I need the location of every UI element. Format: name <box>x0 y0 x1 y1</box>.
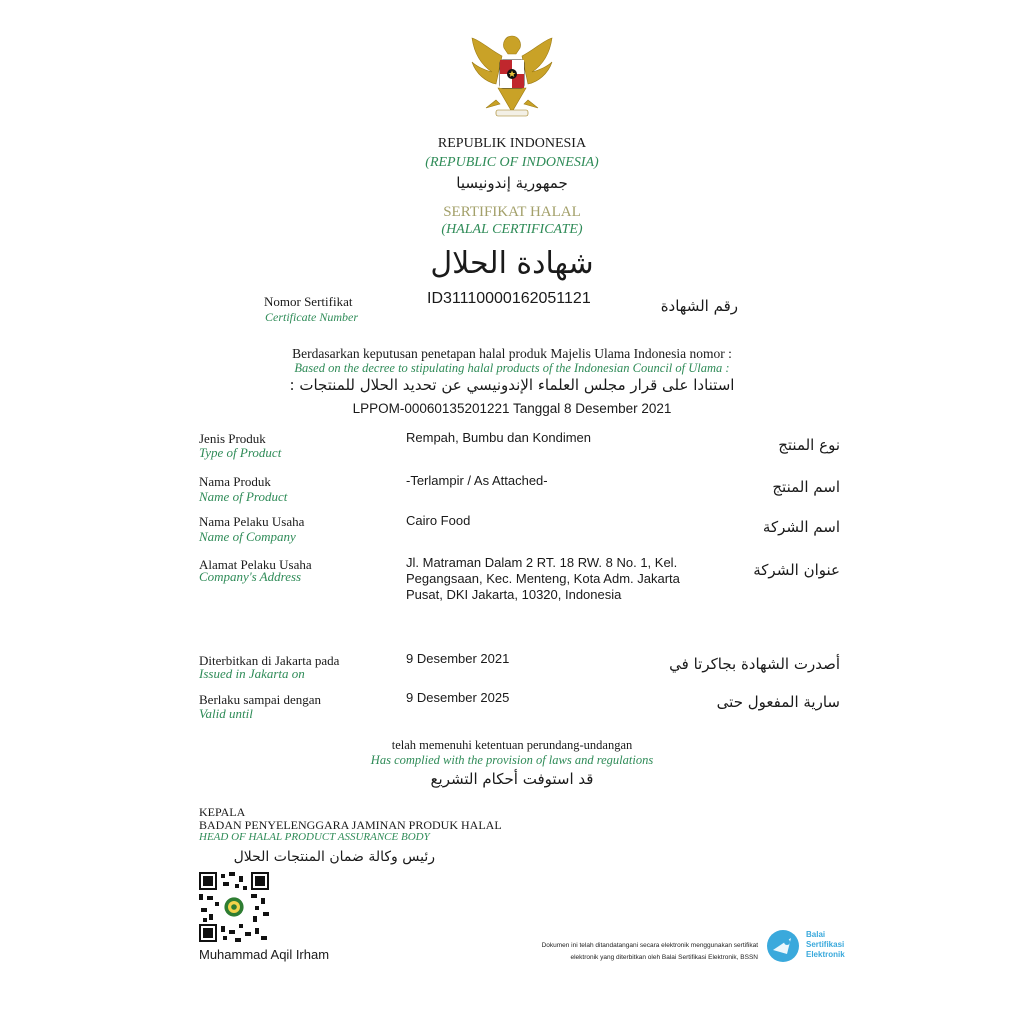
field-label-product-ar: اسم المنتج <box>772 478 840 496</box>
certificate-title-en: (HALAL CERTIFICATE) <box>441 222 583 237</box>
field-label-valid: Berlaku sampai dengan <box>199 692 322 707</box>
basis-text-ar: استنادا على قرار مجلس العلماء الإندونيسي عن تحديد الحلال للمنتجات : <box>289 376 735 394</box>
field-value-company: Cairo Food <box>406 513 471 528</box>
field-value-type: Rempah, Bumbu dan Kondimen <box>406 430 592 445</box>
cert-number-label: Nomor Sertifikat <box>264 294 353 309</box>
compliance-text-en: Has complied with the provision of laws and regulations <box>370 753 654 767</box>
field-value-valid: 9 Desember 2025 <box>406 690 510 705</box>
republic-title-ar: جمهورية إندونيسيا <box>456 174 568 192</box>
basis-text-en: Based on the decree to stipulating halal products of the Indonesian Council of Ulama : <box>294 361 730 375</box>
garuda-emblem <box>466 30 558 122</box>
certificate-title: SERTIFIKAT HALAL <box>443 204 581 220</box>
field-label-valid-en: Valid until <box>199 706 253 721</box>
signatory-name: Muhammad Aqil Irham <box>199 947 330 962</box>
signatory-agency: BADAN PENYELENGGARA JAMINAN PRODUK HALAL <box>199 818 502 832</box>
field-value-issued: 9 Desember 2021 <box>406 651 510 666</box>
field-label-issued-ar: أصدرت الشهادة بجاكرتا في <box>669 655 840 673</box>
field-label-address-en: Company's Address <box>199 569 302 584</box>
bsre-label-1: Balai <box>806 930 826 939</box>
qr-code-icon[interactable] <box>199 872 269 942</box>
field-label-address: Alamat Pelaku Usaha <box>199 557 312 572</box>
certificate-title-ar: شهادة الحلال <box>430 246 594 281</box>
field-label-issued: Diterbitkan di Jakarta pada <box>199 653 340 668</box>
field-label-company-ar: اسم الشركة <box>762 518 840 536</box>
basis-text: Berdasarkan keputusan penetapan halal produk Majelis Ulama Indonesia nomor : <box>292 346 732 361</box>
esign-note-line2: elektronik yang diterbitkan oleh Balai Sertifikasi Elektronik, BSSN <box>570 954 758 961</box>
field-label-address-ar: عنوان الشركة <box>753 561 840 579</box>
field-label-company-en: Name of Company <box>199 529 296 544</box>
republic-title: REPUBLIK INDONESIA <box>437 136 587 151</box>
field-label-issued-en: Issued in Jakarta on <box>199 666 305 681</box>
cert-number-value: ID31110000162051121 <box>427 290 591 307</box>
cert-number-label-en: Certificate Number <box>265 310 358 324</box>
bsre-label-2: Sertifikasi <box>806 940 845 949</box>
field-label-product-en: Name of Product <box>199 489 288 504</box>
republic-title-en: (REPUBLIC OF INDONESIA) <box>425 155 599 170</box>
field-label-type-en: Type of Product <box>199 445 282 460</box>
field-label-type-ar: نوع المنتج <box>778 436 840 454</box>
cert-number-label-ar: رقم الشهادة <box>660 297 738 315</box>
bsre-logo <box>765 928 801 964</box>
field-label-company: Nama Pelaku Usaha <box>199 514 305 529</box>
field-label-valid-ar: سارية المفعول حتى <box>716 693 840 711</box>
compliance-text-ar: قد استوفت أحكام التشريع <box>430 770 594 788</box>
signatory-title: KEPALA <box>199 805 246 819</box>
field-label-product: Nama Produk <box>199 474 271 489</box>
basis-number: LPPOM-00060135201221 Tanggal 8 Desember 2021 <box>352 401 672 416</box>
signatory-agency-en: HEAD OF HALAL PRODUCT ASSURANCE BODY <box>199 831 430 843</box>
bsre-label-3: Elektronik <box>806 950 845 959</box>
esign-note-line1: Dokumen ini telah ditandatangani secara elektronik menggunakan sertifikat <box>541 942 758 949</box>
signatory-agency-ar: رئيس وكالة ضمان المنتجات الحلال <box>233 849 435 865</box>
field-value-address: Jl. Matraman Dalam 2 RT. 18 RW. 8 No. 1, Kel. Pegangsaan, Kec. Menteng, Kota Adm. Jakarta Pusat, DKI Jakarta, 10320, Indonesia <box>406 555 680 602</box>
field-value-product: -Terlampir / As Attached- <box>406 473 548 488</box>
field-label-type: Jenis Produk <box>199 431 266 446</box>
compliance-text: telah memenuhi ketentuan perundang-undangan <box>391 738 633 752</box>
